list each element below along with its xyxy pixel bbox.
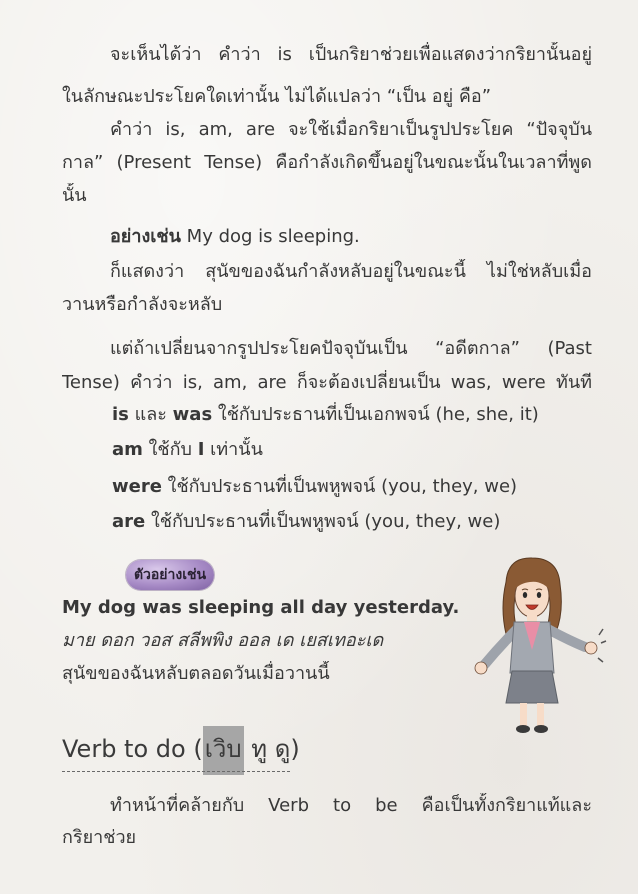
line-text: My dog was sleeping all day yesterday. [62,597,460,618]
heading-paren: ( [193,735,203,763]
example-label: อย่างเช่น [110,226,181,247]
cartoon-woman-svg [468,552,608,737]
example-line-content [110,224,360,250]
line-text: กริยาช่วย [62,827,137,848]
line-text: ก็แสดงว่า สุนัขของฉันกำลังหลับอยู่ในขณะนี้ ไม่ใช่หลับเมื่อ [110,261,592,282]
text-line [62,150,592,176]
usage-rule-content [112,474,517,500]
text-line [62,292,592,318]
usage-rule-content [112,437,263,463]
line-text: สุนัขของฉันหลับตลอดวันเมื่อวานนี้ [62,663,330,684]
rule-term: are [112,511,146,532]
rule-text: เท่านั้น [210,439,263,460]
rule-text: ใช้กับประธานที่เป็นพหูพจน์ (you, they, we) [150,511,501,532]
english-example-sentence [62,595,477,621]
rule-term: was [172,404,213,425]
line-text: แต่ถ้าเปลี่ยนจากรูปประโยคปัจจุบันเป็น “อดีตกาล” (Past [110,338,592,359]
line-text: คำว่า is, am, are จะใช้เมื่อกริยาเป็นรูปประโยค “ปัจจุบัน [110,119,592,140]
pronunciation-line [62,628,477,654]
rule-term: is [112,404,129,425]
line-text: ทำหน้าที่คล้ายกับ Verb to be คือเป็นทั้งกริยาแท้และ [110,795,592,816]
section-heading-verb-to-do [62,732,300,766]
usage-rule-singular [112,402,592,428]
line-text: กาล” (Present Tense) คือกำลังเกิดขึ้นอยู่ในขณะนั้นในเวลาที่พูด [62,152,592,173]
heading-reading-highlighted: เวิบ [203,726,244,775]
rule-text: ใช้กับประธานที่เป็นเอกพจน์ (he, she, it) [217,404,539,425]
text-line [110,259,592,285]
text-line [110,793,592,819]
text-line [62,84,592,110]
rule-term: were [112,476,162,497]
line-text: Tense) คำว่า is, am, are ก็จะต้องเปลี่ยนเป็น was, were ทันที [62,372,592,393]
usage-rule-plural-present [112,509,592,535]
heading-reading: ทู ดู) [251,735,300,763]
usage-rule-first-person [112,437,592,463]
text-line [110,117,592,143]
line-text: นั้น [62,185,87,206]
line-text: วานหรือกำลังจะหลับ [62,294,223,315]
rule-connector: และ [134,404,167,425]
example-badge: ตัวอย่างเช่น [126,560,214,590]
example-sentence: My dog is sleeping. [186,226,360,247]
rule-text: ใช้กับประธานที่เป็นพหูพจน์ (you, they, we) [167,476,518,497]
text-line [110,336,592,362]
rule-term: am [112,439,143,460]
heading-title: Verb to do [62,735,186,763]
line-text: จะเห็นได้ว่า คำว่า is เป็นกริยาช่วยเพื่อแสดงว่ากริยานั้นอยู่ [110,44,592,65]
example-line [110,224,592,250]
text-line [110,42,592,68]
rule-text: ใช้กับ [148,439,192,460]
heading-dashed-underline [62,771,290,772]
rule-term: I [197,439,205,460]
usage-rule-content [112,509,500,535]
usage-rule-content [112,402,539,428]
line-text: ในลักษณะประโยคใดเท่านั้น ไม่ได้แปลว่า “เป็น อยู่ คือ” [62,86,492,107]
text-line [62,370,592,396]
cartoon-woman-presenting-icon [468,552,608,737]
usage-rule-plural-past [112,474,592,500]
line-text: มาย ดอก วอส สลีพพิง ออล เด เยสเทอะเด [62,630,384,651]
text-line [62,825,592,851]
text-line [62,183,592,209]
